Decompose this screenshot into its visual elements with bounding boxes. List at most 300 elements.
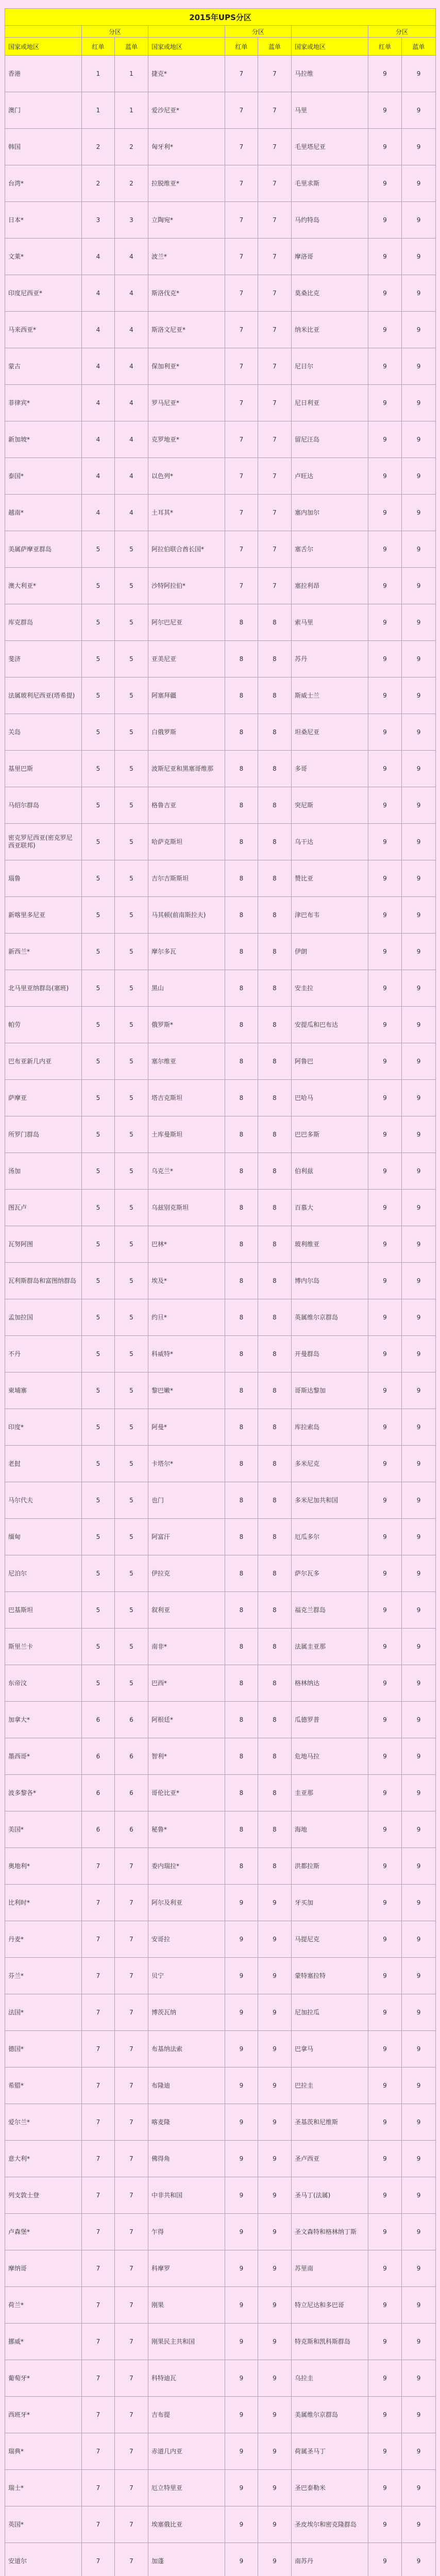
left-red-zone: 5	[82, 897, 115, 934]
table-row	[5, 1226, 436, 1263]
left-blue-zone: 7	[115, 2177, 148, 2214]
table-row	[5, 860, 436, 897]
right-red-zone: 9	[368, 677, 402, 714]
middle-country-name: 佛得角	[148, 2141, 225, 2177]
middle-country-name: 哈萨克斯坦	[148, 824, 225, 860]
right-red-zone: 9	[368, 129, 402, 165]
right-country-name: 厄瓜多尔	[292, 1519, 368, 1555]
middle-country-name: 哥伦比亚*	[148, 1775, 225, 1811]
red-zone-column-header: 红单	[82, 38, 115, 56]
middle-country-name: 加蓬	[148, 2543, 225, 2576]
left-red-zone: 5	[82, 860, 115, 897]
table-row	[5, 1116, 436, 1153]
left-country-name: 法属玻利尼西亚(塔希提)	[5, 677, 82, 714]
right-red-zone: 9	[368, 348, 402, 385]
left-red-zone: 5	[82, 1555, 115, 1592]
middle-blue-zone: 8	[258, 1190, 292, 1226]
left-blue-zone: 5	[115, 970, 148, 1007]
left-blue-zone: 5	[115, 860, 148, 897]
middle-country-name: 匈牙利*	[148, 129, 225, 165]
table-title: 2015年UPS分区	[5, 9, 436, 26]
middle-country-name: 阿尔及利亚	[148, 1885, 225, 1921]
left-country-name: 斐济	[5, 641, 82, 677]
left-blue-zone: 4	[115, 495, 148, 531]
left-blue-zone: 5	[115, 531, 148, 568]
middle-blue-zone: 9	[258, 2360, 292, 2397]
middle-red-zone: 9	[225, 1994, 258, 2031]
left-blue-zone: 6	[115, 1775, 148, 1811]
right-red-zone: 9	[368, 1299, 402, 1336]
right-red-zone: 9	[368, 2324, 402, 2360]
middle-blue-zone: 7	[258, 312, 292, 348]
middle-red-zone: 9	[225, 2067, 258, 2104]
left-red-zone: 7	[82, 2287, 115, 2324]
left-blue-zone: 7	[115, 2506, 148, 2543]
left-country-name: 芬兰*	[5, 1958, 82, 1994]
right-blue-zone: 9	[402, 860, 436, 897]
table-row	[5, 1336, 436, 1372]
left-country-name: 德国*	[5, 2031, 82, 2067]
left-red-zone: 5	[82, 1519, 115, 1555]
table-row	[5, 934, 436, 970]
left-blue-zone: 1	[115, 56, 148, 92]
middle-country-name: 波兰*	[148, 239, 225, 275]
right-country-name: 巴拉圭	[292, 2067, 368, 2104]
middle-blue-zone: 7	[258, 421, 292, 458]
left-blue-zone: 4	[115, 312, 148, 348]
left-red-zone: 1	[82, 92, 115, 129]
left-blue-zone: 7	[115, 2543, 148, 2576]
middle-country-name: 秘鲁*	[148, 1811, 225, 1848]
left-blue-zone: 7	[115, 2360, 148, 2397]
middle-country-name: 土库曼斯坦	[148, 1116, 225, 1153]
right-country-name: 百慕大	[292, 1190, 368, 1226]
right-blue-zone: 9	[402, 1116, 436, 1153]
left-country-name: 澳门	[5, 92, 82, 129]
middle-red-zone: 8	[225, 824, 258, 860]
left-blue-zone: 5	[115, 1080, 148, 1116]
left-red-zone: 4	[82, 421, 115, 458]
middle-country-name: 阿曼*	[148, 1409, 225, 1446]
middle-blue-zone: 9	[258, 1958, 292, 1994]
left-blue-zone: 7	[115, 2104, 148, 2141]
table-row	[5, 1958, 436, 1994]
left-red-zone: 7	[82, 1921, 115, 1958]
right-country-name: 尼加拉瓜	[292, 1994, 368, 2031]
left-red-zone: 5	[82, 1116, 115, 1153]
table-row	[5, 1043, 436, 1080]
zone-group-label: 分区	[225, 26, 292, 38]
left-blue-zone: 5	[115, 1153, 148, 1190]
right-country-name: 蒙特塞拉特	[292, 1958, 368, 1994]
left-red-zone: 4	[82, 385, 115, 421]
left-red-zone: 4	[82, 458, 115, 495]
right-red-zone: 9	[368, 2397, 402, 2433]
middle-red-zone: 7	[225, 568, 258, 604]
middle-red-zone: 8	[225, 1775, 258, 1811]
right-blue-zone: 9	[402, 1043, 436, 1080]
left-blue-zone: 7	[115, 1848, 148, 1885]
left-red-zone: 5	[82, 1665, 115, 1702]
right-red-zone: 9	[368, 1007, 402, 1043]
left-country-name: 马来西亚*	[5, 312, 82, 348]
right-red-zone: 9	[368, 604, 402, 641]
right-country-name: 巴拿马	[292, 2031, 368, 2067]
left-red-zone: 7	[82, 2250, 115, 2287]
right-blue-zone: 9	[402, 970, 436, 1007]
left-red-zone: 6	[82, 1738, 115, 1775]
left-blue-zone: 7	[115, 2141, 148, 2177]
right-red-zone: 9	[368, 897, 402, 934]
middle-blue-zone: 9	[258, 2031, 292, 2067]
right-blue-zone: 9	[402, 1848, 436, 1885]
right-blue-zone: 9	[402, 312, 436, 348]
left-country-name: 基里巴斯	[5, 751, 82, 787]
right-country-name: 塞舌尔	[292, 531, 368, 568]
middle-red-zone: 9	[225, 2287, 258, 2324]
right-blue-zone: 9	[402, 495, 436, 531]
right-blue-zone: 9	[402, 1446, 436, 1482]
country-column-header: 国家或地区	[5, 38, 82, 56]
left-country-name: 巴布亚新几内亚	[5, 1043, 82, 1080]
right-country-name: 纳米比亚	[292, 312, 368, 348]
middle-country-name: 也门	[148, 1482, 225, 1519]
right-red-zone: 9	[368, 1409, 402, 1446]
middle-red-zone: 9	[225, 2250, 258, 2287]
left-blue-zone: 5	[115, 1336, 148, 1372]
right-country-name: 乌干达	[292, 824, 368, 860]
right-blue-zone: 9	[402, 421, 436, 458]
table-row	[5, 2250, 436, 2287]
right-blue-zone: 9	[402, 677, 436, 714]
middle-red-zone: 9	[225, 2141, 258, 2177]
middle-blue-zone: 8	[258, 604, 292, 641]
right-country-name: 圣马丁(法属)	[292, 2177, 368, 2214]
left-red-zone: 5	[82, 641, 115, 677]
right-country-name: 毛里塔尼亚	[292, 129, 368, 165]
middle-red-zone: 7	[225, 275, 258, 312]
right-country-name: 尼日尔	[292, 348, 368, 385]
left-red-zone: 7	[82, 2031, 115, 2067]
left-red-zone: 5	[82, 531, 115, 568]
right-blue-zone: 9	[402, 239, 436, 275]
middle-red-zone: 8	[225, 1738, 258, 1775]
blue-zone-column-header: 蓝单	[258, 38, 292, 56]
table-row	[5, 2287, 436, 2324]
left-red-zone: 5	[82, 1190, 115, 1226]
left-country-name: 文莱*	[5, 239, 82, 275]
middle-blue-zone: 9	[258, 2250, 292, 2287]
middle-red-zone: 7	[225, 385, 258, 421]
left-blue-zone: 5	[115, 1263, 148, 1299]
middle-country-name: 埃及*	[148, 1263, 225, 1299]
table-row	[5, 1848, 436, 1885]
middle-red-zone: 8	[225, 1226, 258, 1263]
middle-red-zone: 9	[225, 2104, 258, 2141]
table-row	[5, 2067, 436, 2104]
left-blue-zone: 7	[115, 2067, 148, 2104]
country-column-header: 国家或地区	[292, 38, 368, 56]
middle-country-name: 白俄罗斯	[148, 714, 225, 751]
table-row	[5, 1665, 436, 1702]
left-country-name: 所罗门群岛	[5, 1116, 82, 1153]
middle-blue-zone: 8	[258, 1775, 292, 1811]
left-red-zone: 2	[82, 129, 115, 165]
right-country-name: 库拉索岛	[292, 1409, 368, 1446]
middle-country-name: 伊拉克	[148, 1555, 225, 1592]
right-blue-zone: 9	[402, 1299, 436, 1336]
middle-red-zone: 8	[225, 934, 258, 970]
left-blue-zone: 5	[115, 1299, 148, 1336]
blue-zone-column-header: 蓝单	[115, 38, 148, 56]
right-country-name: 安提瓜和巴布达	[292, 1007, 368, 1043]
right-country-name: 赞比亚	[292, 860, 368, 897]
right-blue-zone: 9	[402, 1592, 436, 1629]
table-row	[5, 787, 436, 824]
right-red-zone: 9	[368, 1116, 402, 1153]
left-blue-zone: 4	[115, 239, 148, 275]
table-row	[5, 1446, 436, 1482]
left-blue-zone: 7	[115, 2433, 148, 2470]
middle-blue-zone: 8	[258, 1592, 292, 1629]
table-row	[5, 1263, 436, 1299]
table-row	[5, 458, 436, 495]
left-red-zone: 5	[82, 1409, 115, 1446]
left-red-zone: 5	[82, 1007, 115, 1043]
left-country-name: 东帝汶	[5, 1665, 82, 1702]
right-blue-zone: 9	[402, 1372, 436, 1409]
middle-blue-zone: 8	[258, 970, 292, 1007]
left-blue-zone: 5	[115, 1519, 148, 1555]
right-blue-zone: 9	[402, 2250, 436, 2287]
middle-country-name: 阿富汗	[148, 1519, 225, 1555]
right-blue-zone: 9	[402, 787, 436, 824]
left-red-zone: 5	[82, 1592, 115, 1629]
right-red-zone: 9	[368, 1080, 402, 1116]
left-blue-zone: 2	[115, 165, 148, 202]
middle-red-zone: 9	[225, 2506, 258, 2543]
table-row	[5, 239, 436, 275]
middle-country-name: 保加利亚*	[148, 348, 225, 385]
right-blue-zone: 9	[402, 2324, 436, 2360]
left-country-name: 新加坡*	[5, 421, 82, 458]
right-country-name: 哥斯达黎加	[292, 1372, 368, 1409]
right-country-name: 英属维尔京群岛	[292, 1299, 368, 1336]
table-row	[5, 1702, 436, 1738]
left-blue-zone: 4	[115, 348, 148, 385]
middle-red-zone: 7	[225, 531, 258, 568]
left-blue-zone: 4	[115, 385, 148, 421]
right-blue-zone: 9	[402, 2214, 436, 2250]
left-red-zone: 7	[82, 2470, 115, 2506]
left-red-zone: 5	[82, 1372, 115, 1409]
right-blue-zone: 9	[402, 897, 436, 934]
left-blue-zone: 7	[115, 2470, 148, 2506]
right-country-name: 圣巴泰勒米	[292, 2470, 368, 2506]
middle-country-name: 乌兹别克斯坦	[148, 1190, 225, 1226]
right-blue-zone: 9	[402, 1153, 436, 1190]
right-country-name: 巴哈马	[292, 1080, 368, 1116]
table-row	[5, 2360, 436, 2397]
table-row	[5, 495, 436, 531]
table-row	[5, 421, 436, 458]
middle-country-name: 科特迪瓦	[148, 2360, 225, 2397]
middle-country-name: 黎巴嫩*	[148, 1372, 225, 1409]
middle-country-name: 吉布提	[148, 2397, 225, 2433]
right-blue-zone: 9	[402, 1665, 436, 1702]
right-blue-zone: 9	[402, 1738, 436, 1775]
middle-blue-zone: 9	[258, 2287, 292, 2324]
left-red-zone: 5	[82, 1080, 115, 1116]
middle-blue-zone: 9	[258, 2543, 292, 2576]
right-red-zone: 9	[368, 56, 402, 92]
right-blue-zone: 9	[402, 1263, 436, 1299]
left-country-name: 新西兰*	[5, 934, 82, 970]
red-zone-column-header: 红单	[225, 38, 258, 56]
left-blue-zone: 5	[115, 1190, 148, 1226]
left-country-name: 葡萄牙*	[5, 2360, 82, 2397]
middle-red-zone: 8	[225, 751, 258, 787]
left-blue-zone: 7	[115, 1994, 148, 2031]
middle-red-zone: 8	[225, 1116, 258, 1153]
right-country-name: 安圭拉	[292, 970, 368, 1007]
middle-red-zone: 8	[225, 1336, 258, 1372]
right-country-name: 索马里	[292, 604, 368, 641]
table-row	[5, 897, 436, 934]
right-country-name: 津巴布韦	[292, 897, 368, 934]
left-red-zone: 5	[82, 1629, 115, 1665]
right-country-name: 马拉维	[292, 56, 368, 92]
middle-country-name: 土耳其*	[148, 495, 225, 531]
middle-country-name: 智利*	[148, 1738, 225, 1775]
zone-group-label: 分区	[82, 26, 148, 38]
table-row	[5, 604, 436, 641]
right-red-zone: 9	[368, 2177, 402, 2214]
left-red-zone: 5	[82, 1263, 115, 1299]
right-blue-zone: 9	[402, 56, 436, 92]
left-blue-zone: 3	[115, 202, 148, 239]
middle-red-zone: 8	[225, 641, 258, 677]
right-blue-zone: 9	[402, 1555, 436, 1592]
right-red-zone: 9	[368, 2104, 402, 2141]
middle-country-name: 喀麦隆	[148, 2104, 225, 2141]
right-red-zone: 9	[368, 239, 402, 275]
right-blue-zone: 9	[402, 1080, 436, 1116]
right-country-name: 塞内加尔	[292, 495, 368, 531]
middle-red-zone: 8	[225, 1446, 258, 1482]
right-blue-zone: 9	[402, 1629, 436, 1665]
right-country-name: 荷属圣马丁	[292, 2433, 368, 2470]
left-red-zone: 7	[82, 2104, 115, 2141]
table-row	[5, 1629, 436, 1665]
header-spacer	[292, 26, 368, 38]
right-blue-zone: 9	[402, 824, 436, 860]
right-country-name: 法属圭亚那	[292, 1629, 368, 1665]
middle-country-name: 俄罗斯*	[148, 1007, 225, 1043]
middle-blue-zone: 8	[258, 1811, 292, 1848]
right-country-name: 多哥	[292, 751, 368, 787]
right-red-zone: 9	[368, 2214, 402, 2250]
left-red-zone: 7	[82, 2177, 115, 2214]
table-row	[5, 1885, 436, 1921]
middle-red-zone: 9	[225, 2177, 258, 2214]
right-country-name: 瓜德罗普	[292, 1702, 368, 1738]
right-red-zone: 9	[368, 202, 402, 239]
middle-red-zone: 9	[225, 2360, 258, 2397]
middle-red-zone: 8	[225, 897, 258, 934]
right-red-zone: 9	[368, 1994, 402, 2031]
left-red-zone: 4	[82, 239, 115, 275]
middle-country-name: 以色列*	[148, 458, 225, 495]
right-red-zone: 9	[368, 458, 402, 495]
middle-red-zone: 8	[225, 1665, 258, 1702]
middle-red-zone: 7	[225, 165, 258, 202]
right-country-name: 苏丹	[292, 641, 368, 677]
right-blue-zone: 9	[402, 531, 436, 568]
left-blue-zone: 6	[115, 1702, 148, 1738]
left-blue-zone: 7	[115, 2324, 148, 2360]
middle-blue-zone: 8	[258, 1263, 292, 1299]
right-red-zone: 9	[368, 1226, 402, 1263]
middle-blue-zone: 8	[258, 824, 292, 860]
table-row	[5, 129, 436, 165]
right-red-zone: 9	[368, 787, 402, 824]
left-country-name: 图瓦卢	[5, 1190, 82, 1226]
table-row	[5, 714, 436, 751]
middle-blue-zone: 8	[258, 751, 292, 787]
left-red-zone: 5	[82, 751, 115, 787]
right-blue-zone: 9	[402, 934, 436, 970]
left-red-zone: 7	[82, 2543, 115, 2576]
right-blue-zone: 9	[402, 2287, 436, 2324]
middle-blue-zone: 8	[258, 1226, 292, 1263]
left-blue-zone: 4	[115, 421, 148, 458]
ups-zone-table	[5, 8, 436, 2576]
left-red-zone: 5	[82, 1043, 115, 1080]
left-country-name: 瑞士*	[5, 2470, 82, 2506]
right-country-name: 圣皮埃尔和密克隆群岛	[292, 2506, 368, 2543]
right-country-name: 斯威士兰	[292, 677, 368, 714]
left-blue-zone: 5	[115, 1372, 148, 1409]
table-row	[5, 677, 436, 714]
right-blue-zone: 9	[402, 2470, 436, 2506]
middle-red-zone: 8	[225, 1080, 258, 1116]
right-red-zone: 9	[368, 2250, 402, 2287]
left-blue-zone: 6	[115, 1738, 148, 1775]
middle-blue-zone: 8	[258, 1409, 292, 1446]
right-country-name: 塞拉利昂	[292, 568, 368, 604]
left-blue-zone: 5	[115, 824, 148, 860]
left-blue-zone: 5	[115, 751, 148, 787]
middle-country-name: 科摩罗	[148, 2250, 225, 2287]
table-row	[5, 1409, 436, 1446]
left-country-name: 马绍尔群岛	[5, 787, 82, 824]
middle-country-name: 卡塔尔*	[148, 1446, 225, 1482]
middle-blue-zone: 9	[258, 2397, 292, 2433]
middle-blue-zone: 8	[258, 860, 292, 897]
right-country-name: 南苏丹	[292, 2543, 368, 2576]
right-blue-zone: 9	[402, 2177, 436, 2214]
middle-red-zone: 7	[225, 202, 258, 239]
left-blue-zone: 5	[115, 641, 148, 677]
left-country-name: 瓦努阿图	[5, 1226, 82, 1263]
right-country-name: 特立尼达和多巴哥	[292, 2287, 368, 2324]
left-country-name: 蒙古	[5, 348, 82, 385]
middle-blue-zone: 7	[258, 92, 292, 129]
middle-blue-zone: 8	[258, 641, 292, 677]
middle-red-zone: 8	[225, 1629, 258, 1665]
middle-blue-zone: 8	[258, 714, 292, 751]
